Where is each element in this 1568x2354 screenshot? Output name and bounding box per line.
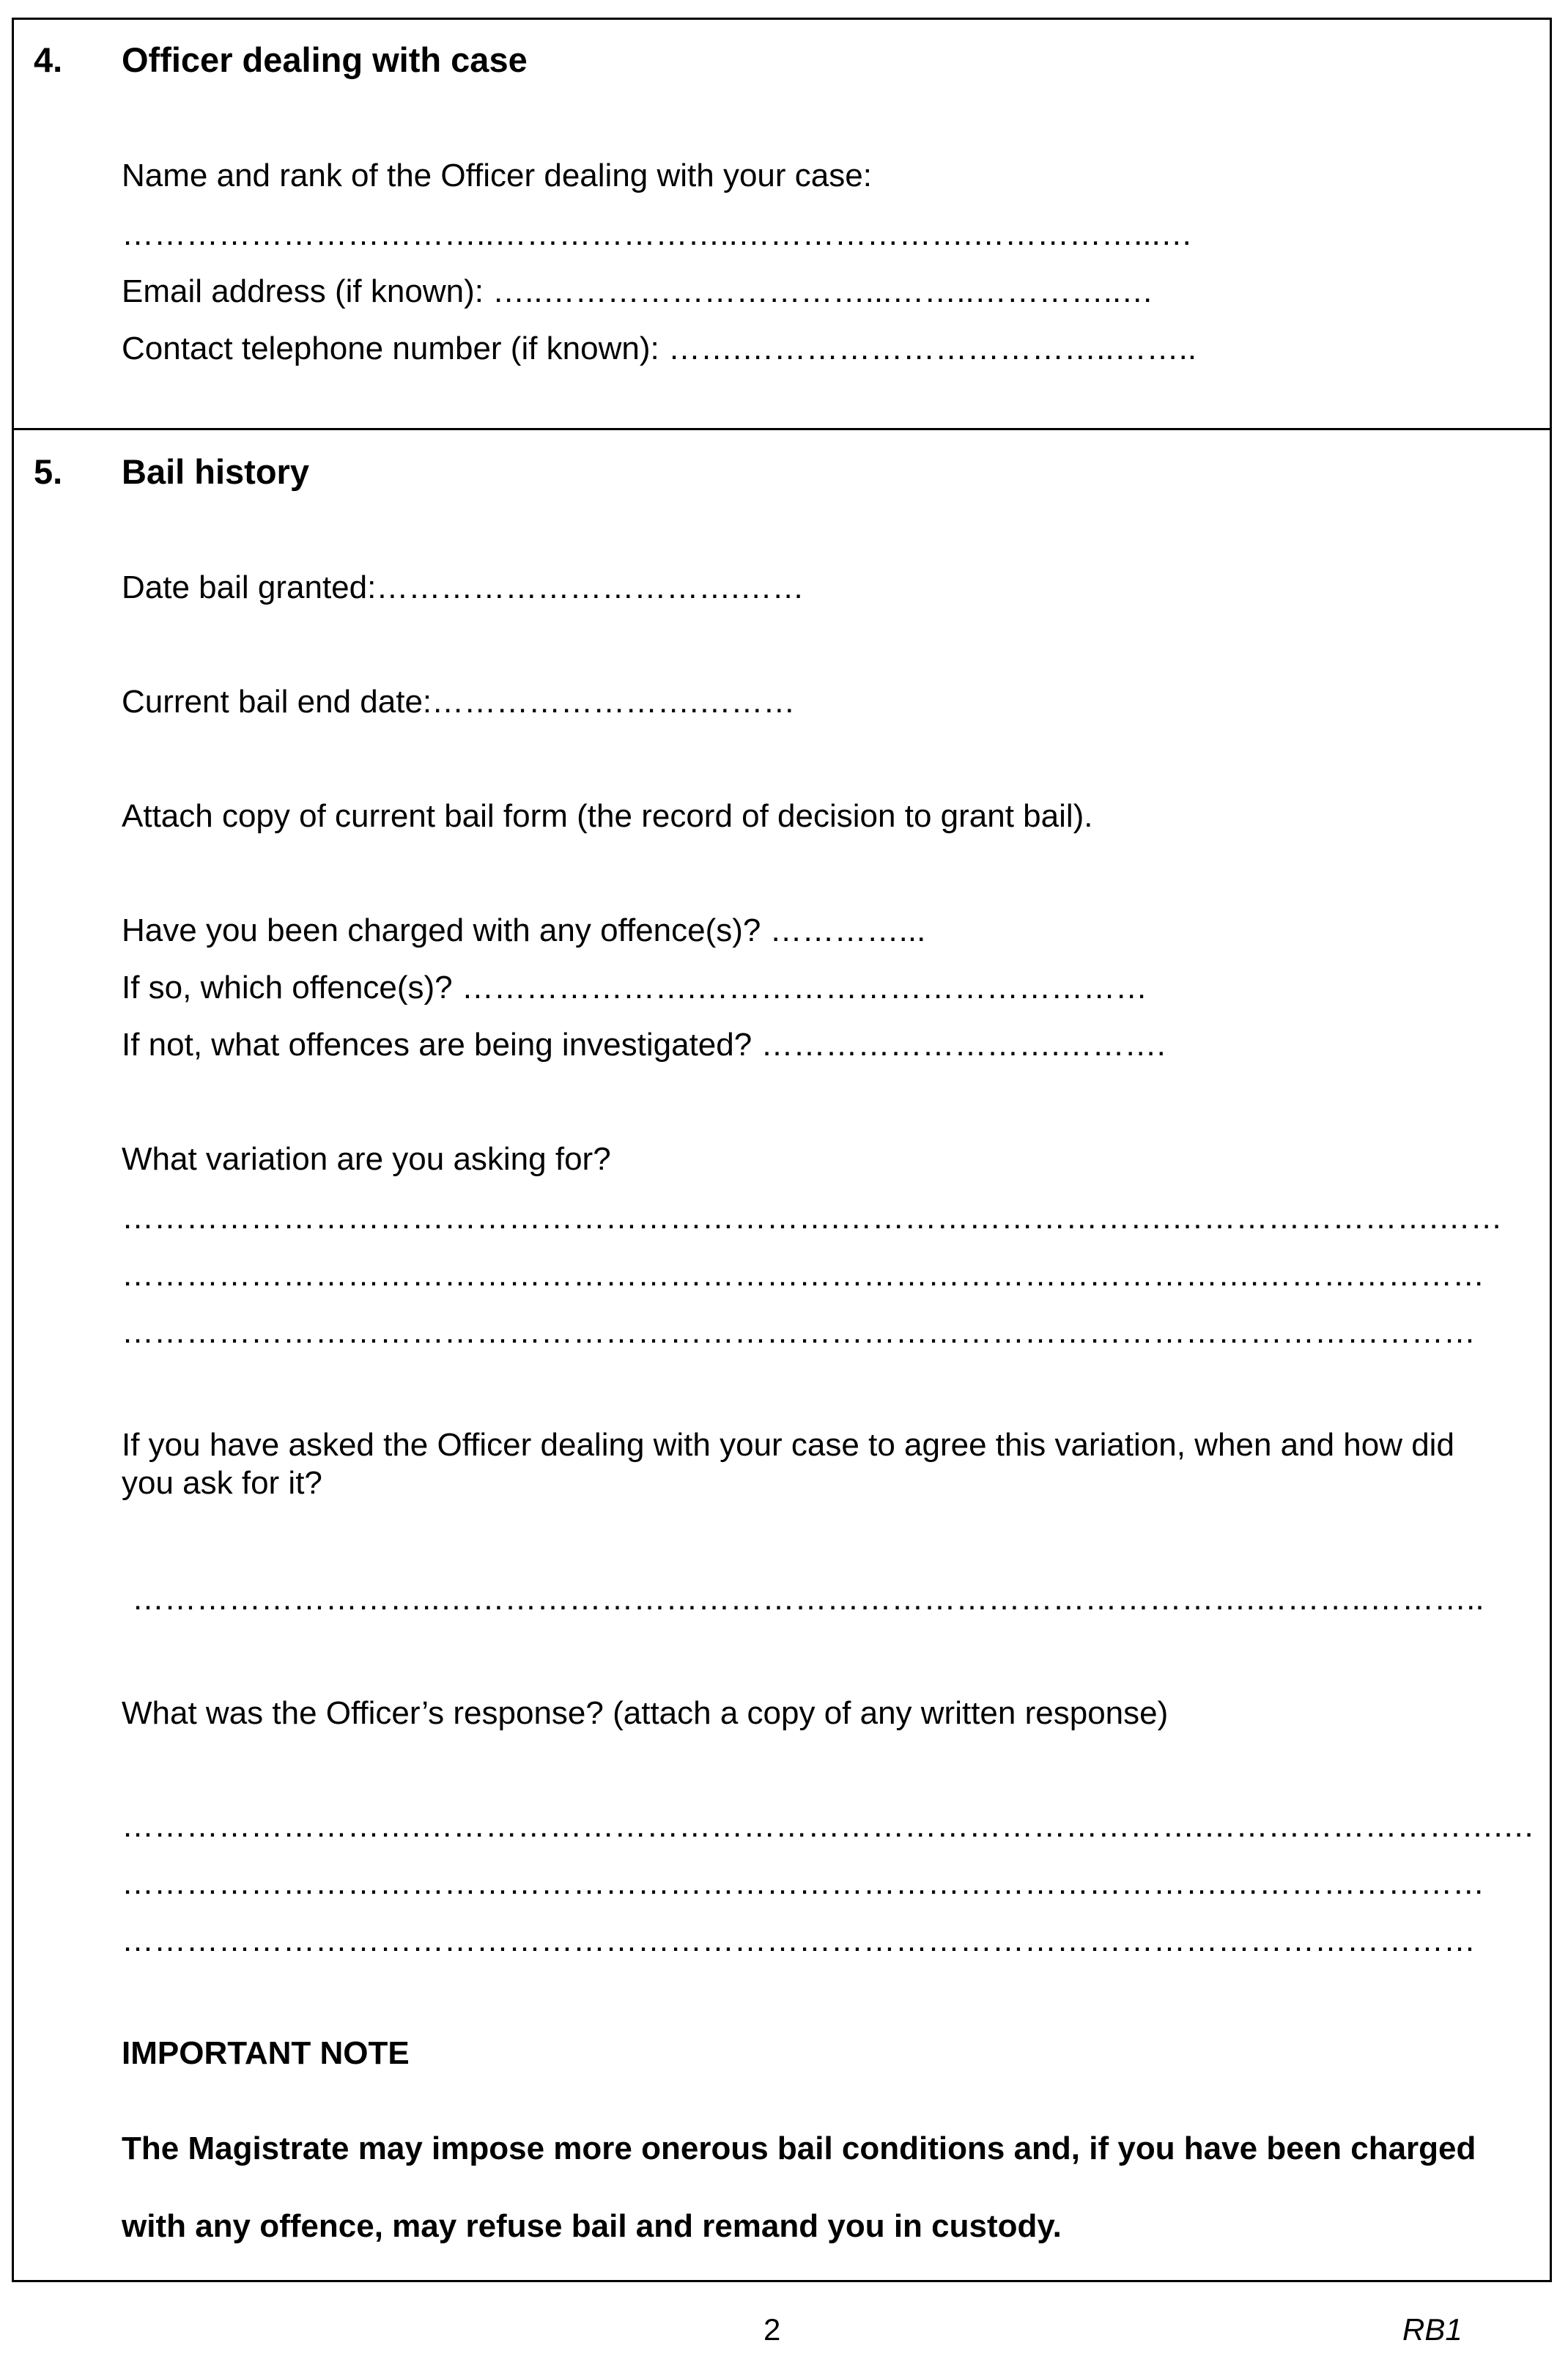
current-bail-end-date-field[interactable]: Current bail end date:…………………….………: [122, 684, 796, 720]
investigated-offences-field[interactable]: If not, what offences are being investigated? ……………………….……….: [122, 1027, 1166, 1063]
important-note-heading: IMPORTANT NOTE: [122, 2035, 410, 2071]
officer-name-rank-label: Name and rank of the Officer dealing with your case:: [122, 158, 872, 193]
charged-question-field[interactable]: Have you been charged with any offence(s)? …………...: [122, 912, 926, 948]
form-code: RB1: [1402, 2312, 1462, 2347]
important-note-line1: The Magistrate may impose more onerous bail conditions and, if you have been charged: [122, 2130, 1476, 2166]
section-4-title: Officer dealing with case: [122, 40, 528, 79]
officer-phone-field[interactable]: Contact telephone number (if known): …….……………………………..……..: [122, 331, 1197, 366]
officer-response-question: What was the Officer’s response? (attach a copy of any written response): [122, 1695, 1169, 1731]
asked-officer-answer-line[interactable]: ………………………..………………………………………………………………….………..………..: [132, 1581, 1484, 1617]
asked-officer-question-line2: you ask for it?: [122, 1465, 322, 1501]
page-number: 2: [763, 2312, 781, 2347]
section-4-number: 4.: [34, 40, 63, 79]
variation-question: What variation are you asking for?: [122, 1141, 611, 1177]
officer-response-line[interactable]: ……………………….……………………………………………………………….……………………….…: [122, 1808, 1535, 1844]
important-note-line2: with any offence, may refuse bail and remand you in custody.: [122, 2208, 1062, 2244]
officer-response-line[interactable]: ………………………………………………………………………………………….……………………: [122, 1865, 1485, 1901]
section-5-title: Bail history: [122, 452, 309, 491]
variation-answer-line[interactable]: ………………………………………………………………………………………………………………: [122, 1314, 1476, 1350]
date-bail-granted-field[interactable]: Date bail granted:…………………………….……: [122, 569, 805, 605]
officer-response-line[interactable]: ………………………………………………………………………………………………………………: [122, 1922, 1476, 1958]
officer-name-rank-field[interactable]: ……………………………..…………………..………………….……………...…: [122, 216, 1193, 252]
section-divider: [12, 428, 1552, 430]
variation-answer-line[interactable]: …………………………………………………………………………………………….…………………: [122, 1257, 1485, 1293]
asked-officer-question-line1: If you have asked the Officer dealing with your case to agree this variation, when and how did: [122, 1427, 1454, 1463]
attach-bail-form-instruction: Attach copy of current bail form (the record of decision to grant bail).: [122, 798, 1093, 834]
section-5-number: 5.: [34, 452, 63, 491]
variation-answer-line[interactable]: ………………………………………………………….………………………….…………………….……: [122, 1200, 1503, 1236]
officer-email-field[interactable]: Email address (if known): …..…………………………...……..…………..…: [122, 273, 1154, 309]
which-offences-field[interactable]: If so, which offence(s)? ………………….……………………………………: [122, 970, 1148, 1006]
